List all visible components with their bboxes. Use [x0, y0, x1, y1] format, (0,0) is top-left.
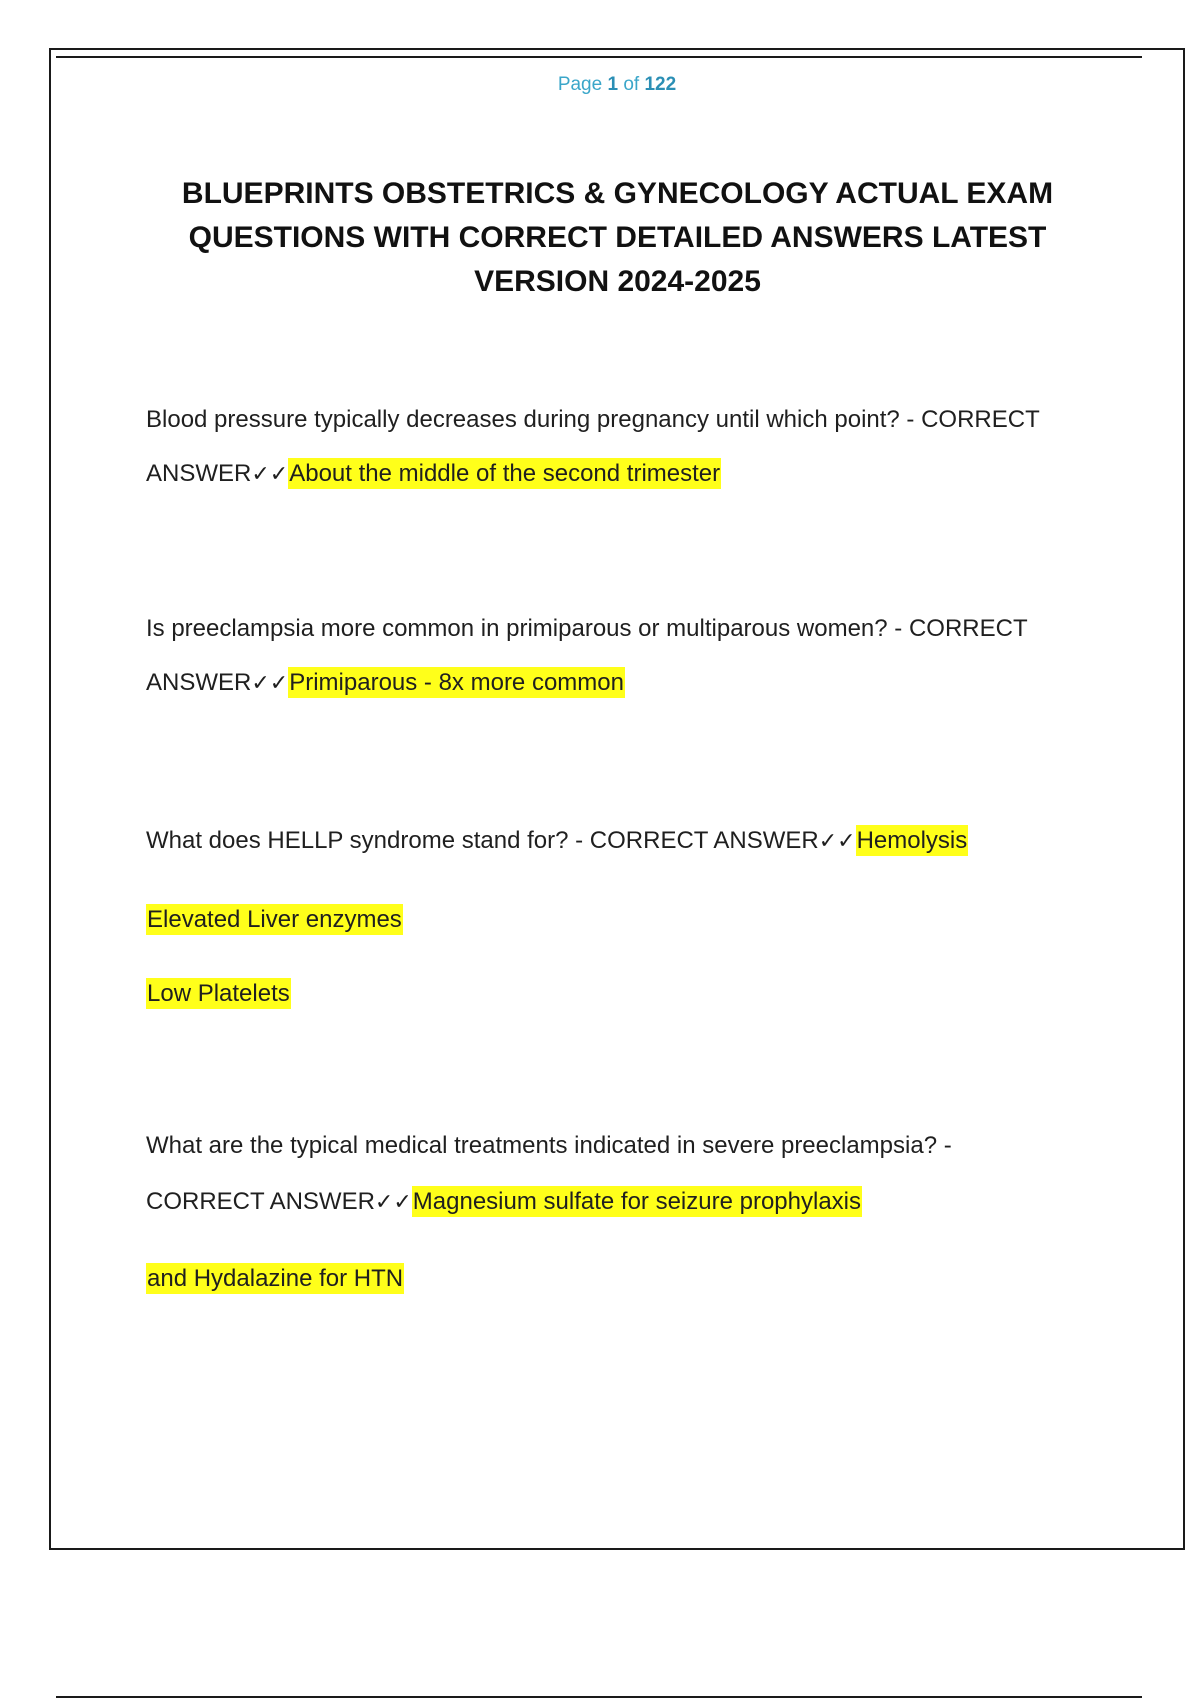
check-icon: ✓✓ — [374, 1190, 412, 1215]
answer-prefix: ANSWER — [146, 669, 252, 696]
check-icon: ✓✓ — [251, 671, 289, 696]
qa-item-3 — [146, 826, 1096, 1009]
highlighted-answer: Low Platelets — [147, 980, 290, 1007]
page-total: 122 — [644, 74, 677, 95]
question-answer-line — [146, 826, 1096, 856]
question-text: Is preeclampsia more common in primiparous or multiparous women? - CORRECT — [146, 615, 1028, 642]
title-line-2: QUESTIONS WITH CORRECT DETAILED ANSWERS LATEST — [188, 221, 1047, 254]
question-text: What are the typical medical treatments indicated in severe preeclampsia? - — [146, 1132, 952, 1159]
highlighted-answer: About the middle of the second trimester — [289, 460, 721, 487]
highlighted-answer: Magnesium sulfate for seizure prophylaxis — [412, 1188, 862, 1215]
qa-item-1 — [146, 405, 1096, 489]
answer-prefix: CORRECT ANSWER — [146, 1188, 375, 1215]
answer-continuation — [146, 905, 1096, 935]
page-of: of — [623, 74, 640, 95]
question-text: Blood pressure typically decreases during pregnancy until which point? - CORRECT — [146, 406, 1040, 433]
highlighted-answer: Elevated Liver enzymes — [147, 906, 402, 933]
header-rule — [56, 56, 1142, 58]
title-line-1: BLUEPRINTS OBSTETRICS & GYNECOLOGY ACTUAL EXAM — [181, 177, 1054, 210]
answer-continuation — [146, 1264, 1096, 1294]
highlighted-answer: Primiparous - 8x more common — [289, 669, 624, 696]
answer-line — [146, 668, 1096, 698]
answer-prefix: ANSWER — [146, 460, 252, 487]
answer-continuation — [146, 979, 1096, 1009]
question-text: What does HELLP syndrome stand for? - CORRECT ANSWER — [146, 827, 819, 854]
highlighted-answer: and Hydalazine for HTN — [147, 1265, 404, 1292]
answer-line — [146, 1187, 1096, 1217]
answer-line — [146, 459, 1096, 489]
qa-item-2 — [146, 614, 1096, 698]
check-icon: ✓✓ — [818, 829, 856, 854]
page-number-indicator — [0, 74, 1200, 96]
page-current: 1 — [607, 74, 619, 95]
title-line-3: VERSION 2024-2025 — [474, 265, 761, 298]
highlighted-answer: Hemolysis — [856, 827, 968, 854]
document-title — [140, 172, 1095, 304]
check-icon: ✓✓ — [251, 462, 289, 487]
qa-item-4 — [146, 1131, 1096, 1294]
footer-rule — [56, 1696, 1142, 1698]
page-word: Page — [557, 74, 603, 95]
